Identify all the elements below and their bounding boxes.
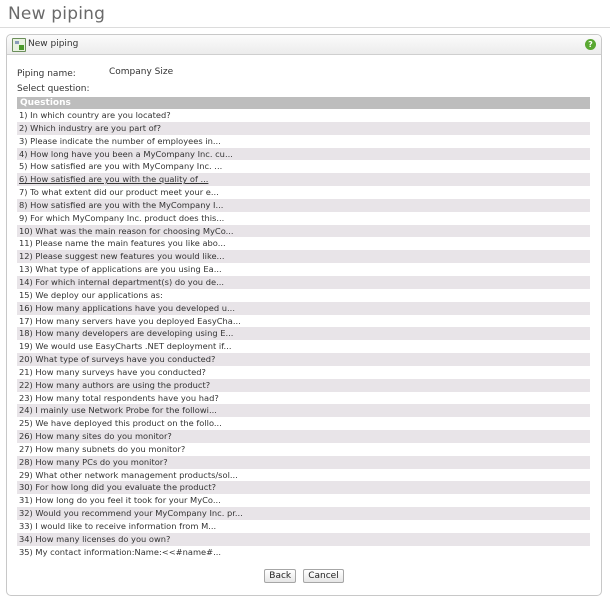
question-row[interactable]: 12) Please suggest new features you would like... [17,250,590,263]
questions-table [17,97,590,559]
back-button[interactable]: Back [264,569,296,583]
question-row[interactable]: 10) What was the main reason for choosing MyCo... [17,225,590,238]
question-row[interactable]: 1) In which country are you located? [17,109,590,122]
question-row[interactable]: 13) What type of applications are you using Ea... [17,263,590,276]
question-row[interactable]: 29) What other network management products/sol... [17,469,590,482]
question-row[interactable]: 11) Please name the main features you like abo... [17,237,590,250]
new-piping-panel [6,34,602,596]
help-icon[interactable]: ? [585,39,596,50]
question-row[interactable]: 27) How many subnets do you monitor? [17,443,590,456]
panel-title: New piping [28,39,79,49]
question-row[interactable]: 33) I would like to receive information from M... [17,520,590,533]
piping-name-value: Company Size [109,67,174,77]
question-row[interactable]: 32) Would you recommend your MyCompany Inc. pr... [17,507,590,520]
question-row[interactable]: 24) I mainly use Network Probe for the followi... [17,404,590,417]
question-row[interactable]: 22) How many authors are using the product? [17,379,590,392]
question-row[interactable]: 18) How many developers are developing using E... [17,327,590,340]
question-row[interactable]: 5) How satisfied are you with MyCompany Inc. ... [17,160,590,173]
page-title: New piping [8,4,106,24]
question-row[interactable]: 31) How long do you feel it took for your MyCo... [17,494,590,507]
question-row[interactable]: 8) How satisfied are you with the MyCompany I... [17,199,590,212]
question-row[interactable]: 35) My contact information:Name:<<#name#... [17,546,590,559]
header-divider [0,27,610,28]
question-row[interactable]: 34) How many licenses do you own? [17,533,590,546]
question-row[interactable]: 15) We deploy our applications as: [17,289,590,302]
question-row[interactable]: 2) Which industry are you part of? [17,122,590,135]
question-row[interactable]: 21) How many surveys have you conducted? [17,366,590,379]
piping-icon [12,38,26,52]
question-row[interactable]: 9) For which MyCompany Inc. product does this... [17,212,590,225]
question-row[interactable]: 7) To what extent did our product meet your e... [17,186,590,199]
select-question-label: Select question: [17,84,90,94]
question-row[interactable]: 28) How many PCs do you monitor? [17,456,590,469]
question-row[interactable]: 4) How long have you been a MyCompany Inc. cu... [17,148,590,161]
questions-header: Questions [17,97,590,109]
questions-list [17,109,590,559]
question-row[interactable]: 30) For how long did you evaluate the product? [17,481,590,494]
question-row[interactable]: 19) We would use EasyCharts .NET deployment if... [17,340,590,353]
question-row[interactable]: 16) How many applications have you developed u... [17,302,590,315]
question-row[interactable]: 23) How many total respondents have you had? [17,392,590,405]
question-row[interactable]: 25) We have deployed this product on the follo... [17,417,590,430]
question-row[interactable]: 20) What type of surveys have you conducted? [17,353,590,366]
button-bar [7,563,601,583]
piping-name-label: Piping name: [17,69,76,79]
panel-header [7,35,601,55]
cancel-button[interactable]: Cancel [303,569,344,583]
question-row[interactable]: 17) How many servers have you deployed EasyCha... [17,315,590,328]
question-row[interactable]: 26) How many sites do you monitor? [17,430,590,443]
question-row[interactable]: 14) For which internal department(s) do you de... [17,276,590,289]
question-row[interactable]: 3) Please indicate the number of employees in... [17,135,590,148]
question-row[interactable]: 6) How satisfied are you with the quality of ... [17,173,590,186]
